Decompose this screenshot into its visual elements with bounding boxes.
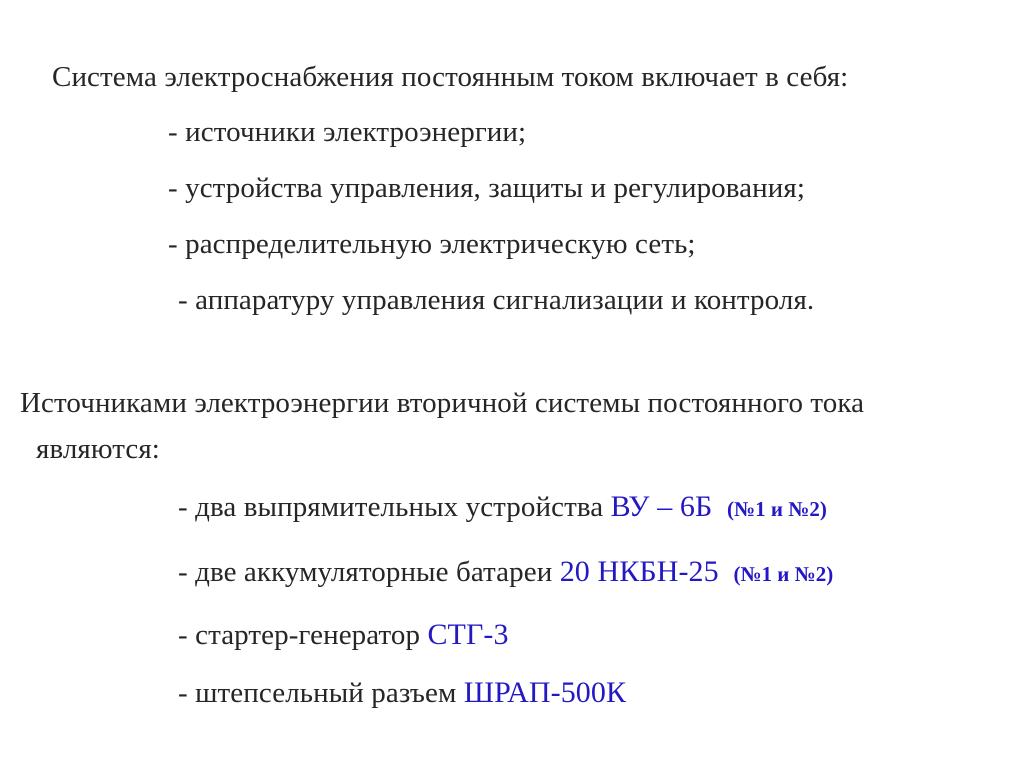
device-code: ВУ – 6Б <box>610 490 713 523</box>
item-text: - два выпрямительных устройства <box>178 491 611 523</box>
section1-item: - источники электроэнергии; <box>168 116 527 148</box>
section1-item: - распределительную электрическую сеть; <box>168 228 696 260</box>
device-code: СТГ-3 <box>427 618 509 651</box>
section1-item: - устройства управления, защиты и регулирования; <box>168 172 805 204</box>
section2-item <box>178 555 833 591</box>
section2-item <box>178 490 827 526</box>
item-text: - штепсельный разъем <box>178 677 464 709</box>
item-text: - две аккумуляторные батареи <box>178 556 560 588</box>
device-code: 20 НКБН-25 <box>559 555 719 588</box>
section2-item <box>178 618 509 652</box>
section2-heading: Источниками электроэнергии вторичной системы постоянного тока <box>20 387 865 419</box>
device-code: ШРАП-500К <box>463 676 627 709</box>
section1-heading: Система электроснабжения постоянным током включает в себя: <box>52 61 849 93</box>
unit-numbers: (№1 и №2) <box>733 562 834 586</box>
section2-heading-continuation: являются: <box>36 433 160 465</box>
section1-item: - аппаратуру управления сигнализации и контроля. <box>178 284 815 316</box>
item-text: - стартер-генератор <box>178 619 428 651</box>
unit-numbers: (№1 и №2) <box>727 497 827 521</box>
section2-item <box>178 676 626 710</box>
